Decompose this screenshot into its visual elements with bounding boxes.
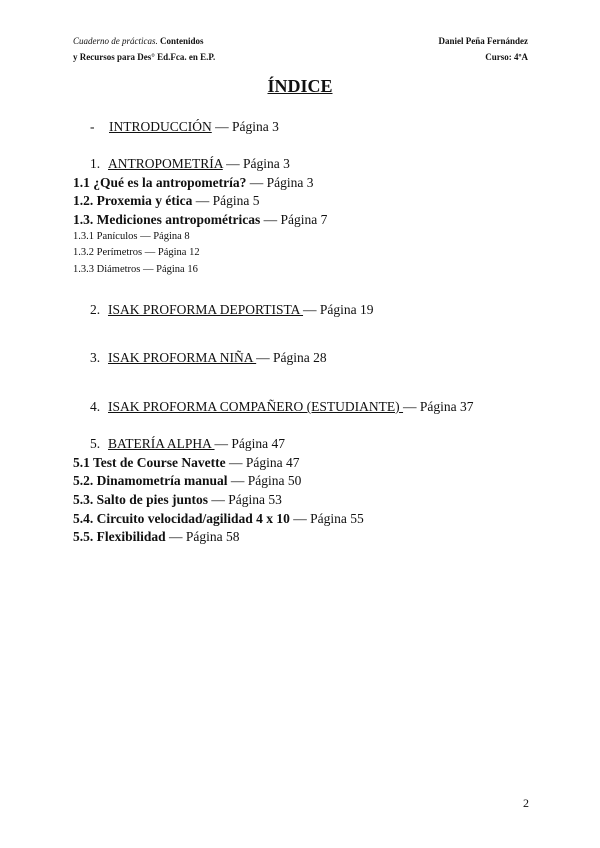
toc-entry-5-1[interactable] xyxy=(73,455,299,471)
toc-label: 1.1 ¿Qué es la antropometría? xyxy=(73,175,247,190)
toc-number: 1. xyxy=(90,156,101,171)
page-title: ÍNDICE xyxy=(267,76,333,96)
header-course-bold: Contenidos xyxy=(157,36,204,46)
toc-page: — Página 37 xyxy=(403,399,474,414)
toc-entry-1-3-3[interactable]: 1.3.3 Diámetros — Página 16 xyxy=(73,264,198,275)
toc-entry-isak-companero[interactable] xyxy=(90,399,474,415)
toc-entry-1-2[interactable] xyxy=(73,193,259,209)
toc-entry-isak-deportista[interactable] xyxy=(90,302,374,318)
toc-number: 5. xyxy=(90,436,101,451)
toc-page: — Página 7 xyxy=(260,212,328,227)
toc-label: 5.2. Dinamometría manual xyxy=(73,473,228,488)
toc-page: — Página 58 xyxy=(165,529,240,544)
toc-page: — Página 47 xyxy=(225,455,300,470)
toc-label: 5.3. Salto de pies juntos xyxy=(73,492,209,507)
toc-page: — Página 5 xyxy=(192,193,260,208)
toc-entry-1-3-2[interactable]: 1.3.2 Perímetros — Página 12 xyxy=(73,247,200,258)
running-header-right xyxy=(439,33,529,65)
toc-entry-5-4[interactable] xyxy=(73,511,364,527)
toc-page: — Página 3 xyxy=(222,156,290,171)
toc-page: — Página 3 xyxy=(246,175,314,190)
toc-page: — Página 3 xyxy=(211,119,279,134)
toc-label: 5.5. Flexibilidad xyxy=(73,529,166,544)
header-author: Daniel Peña Fernández xyxy=(438,36,528,46)
toc-page: — Página 55 xyxy=(289,511,364,526)
toc-number: 4. xyxy=(90,399,101,414)
toc-page: — Página 28 xyxy=(256,350,327,365)
toc-number: 3. xyxy=(90,350,101,365)
toc-label: 1.3. Mediciones antropométricas xyxy=(73,212,261,227)
toc-label: ISAK PROFORMA COMPAÑERO (ESTUDIANTE) xyxy=(108,399,404,414)
toc-entry-1-1[interactable] xyxy=(73,175,313,191)
toc-entry-1-3[interactable] xyxy=(73,212,327,228)
toc-label: 1.2. Proxemia y ética xyxy=(73,193,193,208)
toc-label: ISAK PROFORMA DEPORTISTA xyxy=(108,302,304,317)
toc-label: BATERÍA ALPHA xyxy=(108,436,215,451)
header-course-year: Curso: 4ºA xyxy=(485,52,528,62)
toc-bullet: - xyxy=(90,119,95,134)
toc-page: — Página 47 xyxy=(214,436,286,451)
toc-entry-isak-nina[interactable] xyxy=(90,350,327,366)
page-number: 2 xyxy=(523,796,529,810)
toc-entry-5-3[interactable] xyxy=(73,492,282,508)
toc-label: INTRODUCCIÓN xyxy=(109,119,212,134)
toc-entry-1-3-1[interactable]: 1.3.1 Panículos — Página 8 xyxy=(73,231,190,242)
toc-entry-5-2[interactable] xyxy=(73,473,301,489)
toc-number: 2. xyxy=(90,302,101,317)
toc-entry-introduccion[interactable] xyxy=(90,119,279,135)
header-course-line2: y Recursos para Des° Ed.Fca. en E.P. xyxy=(73,52,216,62)
toc-page: — Página 53 xyxy=(208,492,282,507)
toc-label: 5.1 Test de Course Navette xyxy=(73,455,226,470)
toc-entry-5-5[interactable] xyxy=(73,529,240,545)
toc-entry-bateria-alpha[interactable] xyxy=(90,436,285,452)
toc-entry-antropometria[interactable] xyxy=(90,156,290,172)
toc-label: 5.4. Circuito velocidad/agilidad 4 x 10 xyxy=(73,511,290,526)
toc-label: ANTROPOMETRÍA xyxy=(108,156,223,171)
toc-label: ISAK PROFORMA NIÑA xyxy=(108,350,257,365)
running-header-left xyxy=(73,33,215,65)
toc-page: — Página 50 xyxy=(227,473,302,488)
header-course-italic: Cuaderno de prácticas. xyxy=(73,36,158,46)
toc-page: — Página 19 xyxy=(303,302,374,317)
